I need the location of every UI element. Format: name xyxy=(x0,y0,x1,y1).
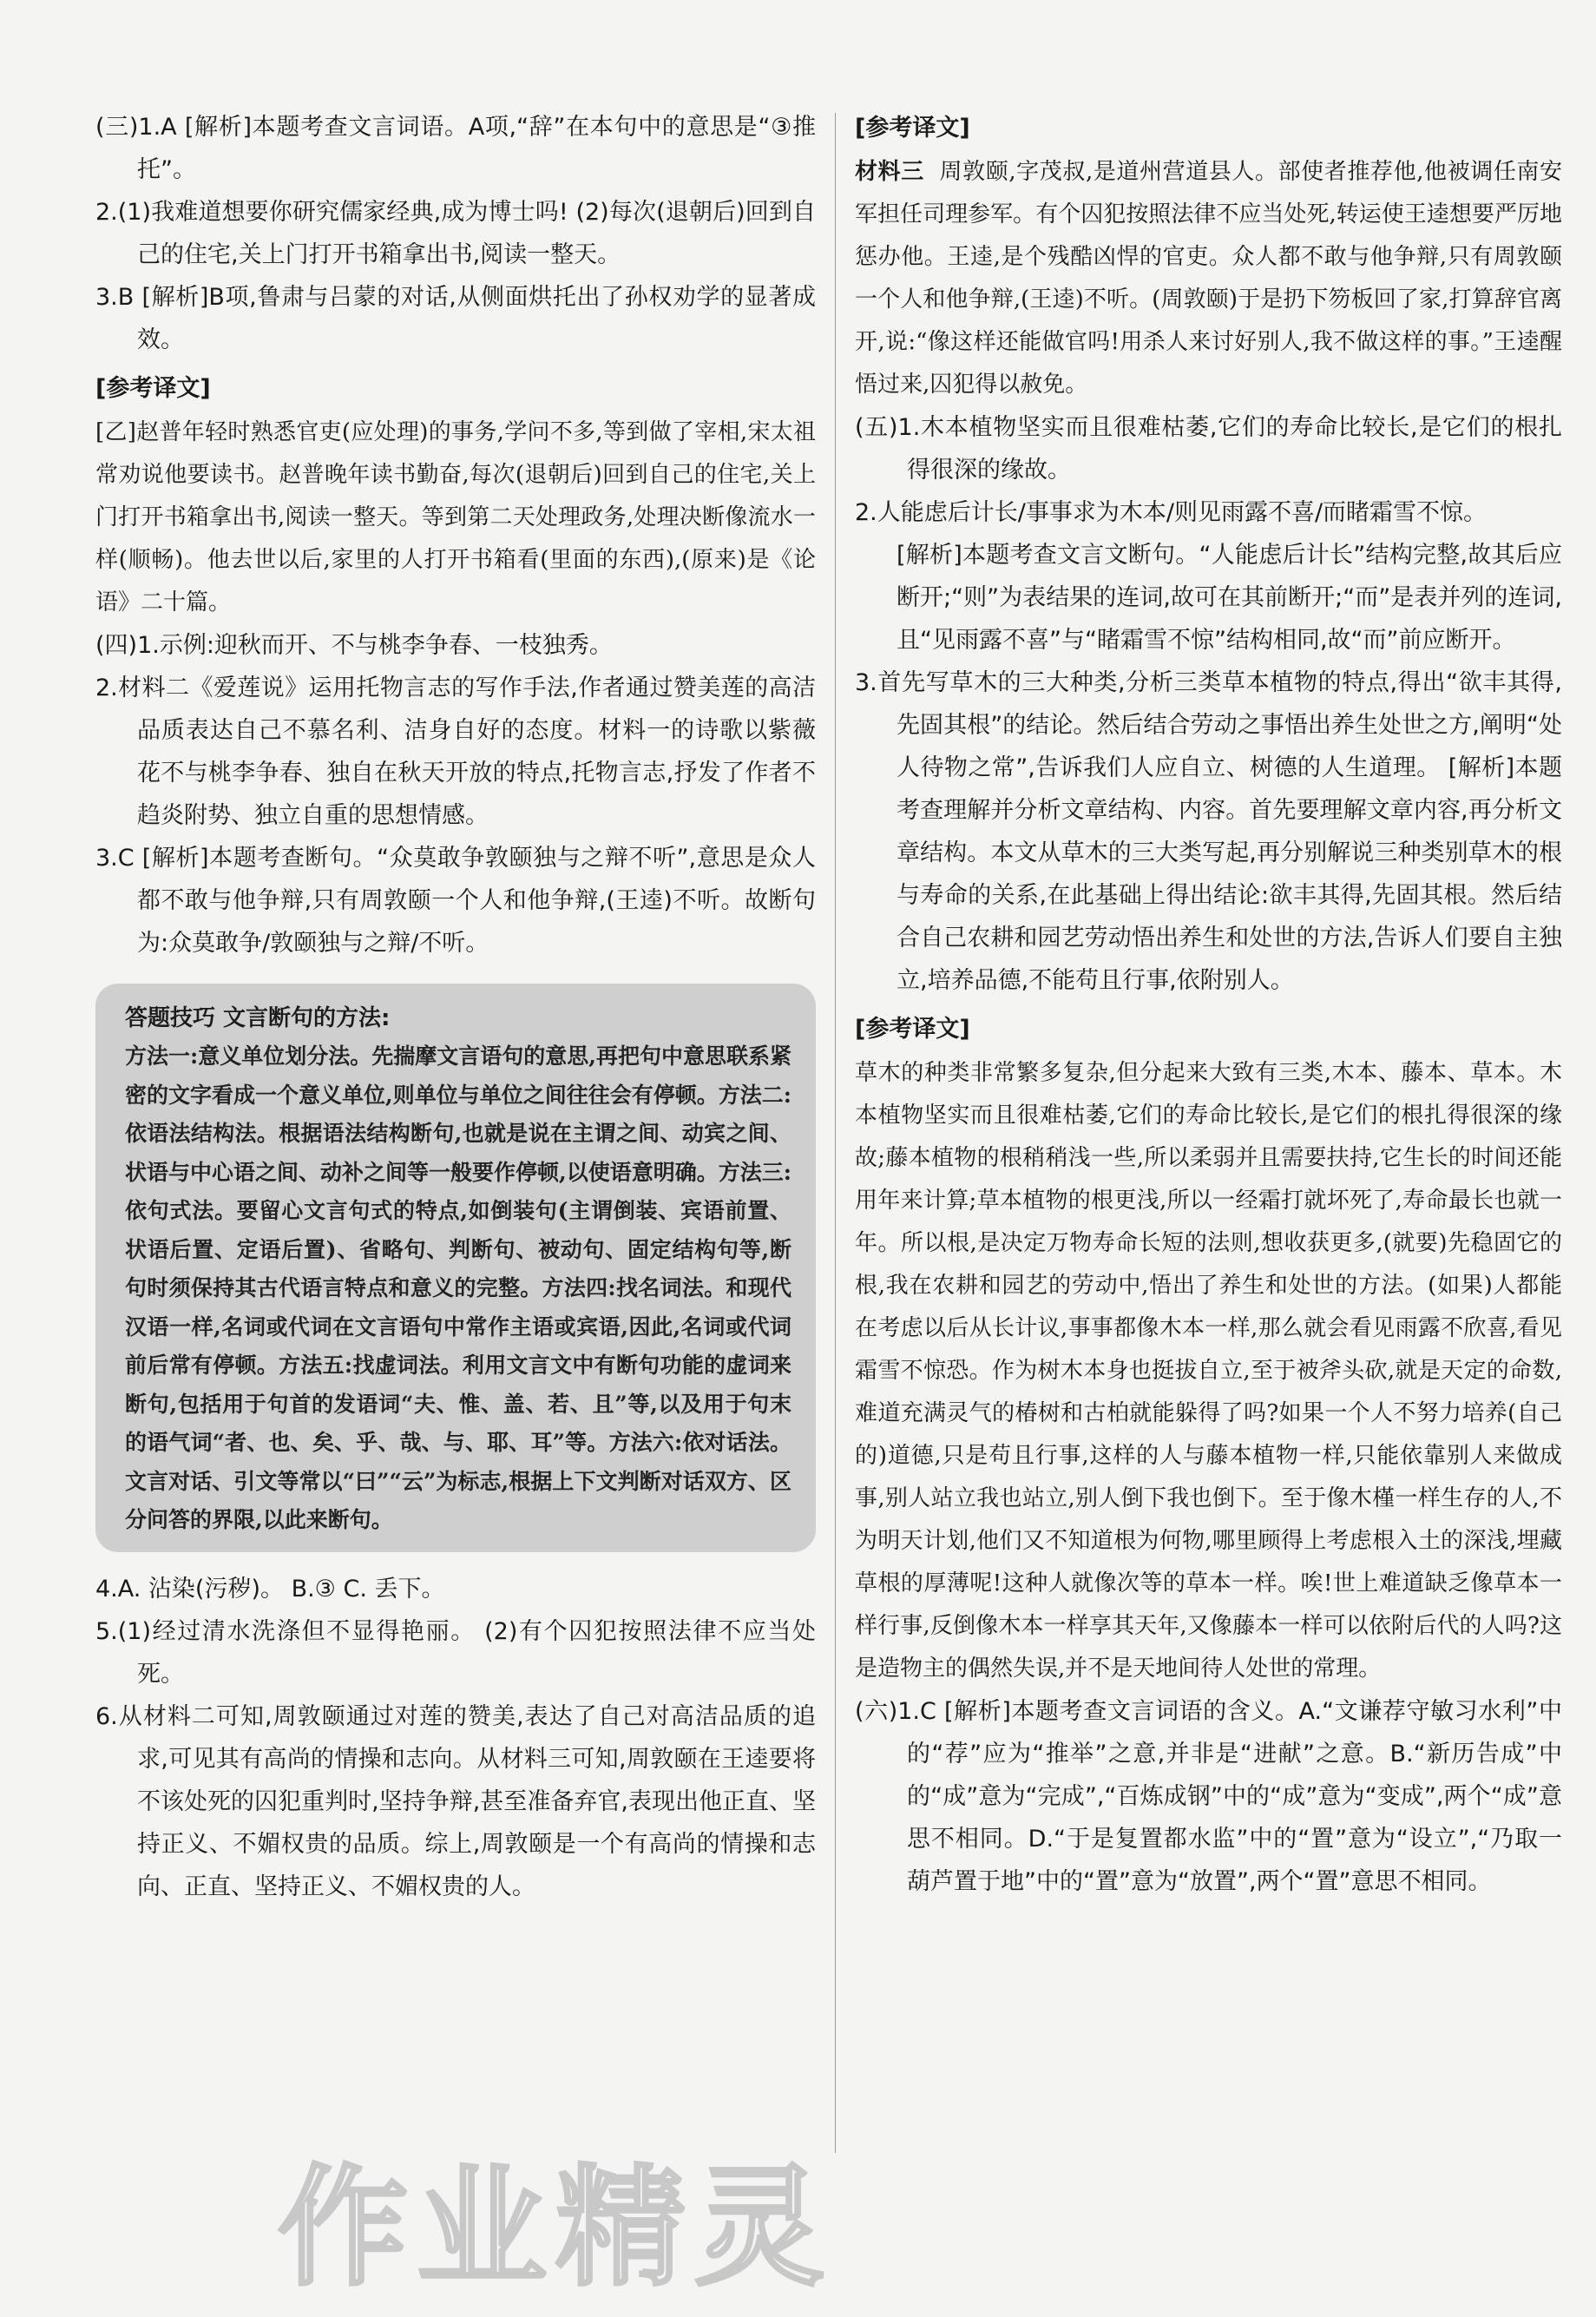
answer-5-3: 3.首先写草木的三大种类,分析三类草本植物的特点,得出“欲丰其得,先固其根”的结论。然后结合劳动之事悟出养生处世之方,阐明“处人待物之常”,告诉我们人应自立、树德的人生道理。 [解析]本题考查理解并分析文章结构、内容。首先要理解文章内容,再分析文章结构。本文从草木的三大类写起,再分别解说三种类别草木的根与寿命的关系,在此基础上得出结论:欲丰其得,先固其根。然后结合自己农耕和园艺劳动悟出养生和处世的方法,告诉人们要自主独立,培养品德,不能苟且行事,依附别人。 xyxy=(855,669,1562,994)
answer-4-1: (四)1.示例:迎秋而开、不与桃李争春、一枝独秀。 xyxy=(95,632,613,659)
material-label: 材料三 xyxy=(855,159,924,185)
left-column xyxy=(95,106,816,1908)
reference-translation-text-3: 草木的种类非常繁多复杂,但分起来大致有三类,木本、藤本、草本。木本植物坚实而且很难枯萎,它们的寿命比较长,是它们的根扎得很深的缘故;藤本植物的根稍稍浅一些,所以柔弱并且需要扶持,它生长的时间还能用年来计算;草本植物的根更浅,所以一经霜打就坏死了,寿命最长也就一年。所以根,是决定万物寿命长短的法则,想收获更多,(就要)先稳固它的根,我在农耕和园艺的劳动中,悟出了养生和处世的方法。(如果)人都能在考虑以后从长计议,事事都像木本一样,那么就会看见雨露不欣喜,看见霜雪不惊恐。作为树木本身也挺拔自立,至于被斧头砍,就是天定的命数,难道充满灵气的椿树和古柏就能躲得了吗?如果一个人不努力培养(自己的)道德,只是苟且行事,这样的人与藤本植物一样,只能依靠别人来做成事,别人站立我也站立,别人倒下我也倒下。至于像木槿一样生存的人,不为明天计划,他们又不知道根为何物,哪里顾得上考虑根入土的深浅,埋藏草根的厚薄呢!这种人就像次等的草本一样。唉!世上难道缺乏像草本一样行事,反倒像木本一样享其天年,又像藤本一样可以依附后代的人吗?这是造物主的偶然失误,并不是天地间待人处世的常理。 xyxy=(855,1060,1562,1682)
answer-5-2: 2.人能虑后计长/事事求为木本/则见雨露不喜/而睹霜雪不惊。 xyxy=(855,499,1488,526)
right-column xyxy=(855,106,1562,1903)
answer-4-5: 5.(1)经过清水洗涤但不显得艳丽。 (2)有个囚犯按照法律不应当处死。 xyxy=(95,1617,816,1688)
answer-4-6: 6.从材料二可知,周敦颐通过对莲的赞美,表达了自己对高洁品质的追求,可见其有高尚的情操和志向。从材料三可知,周敦颐在王逵要将不该处死的囚犯重判时,坚持争辩,甚至准备弃官,表现出他正直、坚持正义、不媚权贵的品质。综上,周敦颐是一个有高尚的情操和志向、正直、坚持正义、不媚权贵的人。 xyxy=(95,1702,816,1900)
answer-tips-box xyxy=(95,984,816,1552)
reference-translation-heading-2: [参考译文] xyxy=(855,115,970,142)
answer-6-1: (六)1.C [解析]本题考查文言词语的含义。A.“文谦荐守敏习水利”中的“荐”应为“推举”之意,并非是“进献”之意。B.“新历告成”中的“成”意为“完成”,“百炼成钢”中的“成”意为“变成”,两个“成”意思不相同。D.“于是复置都水监”中的“置”意为“设立”,“乃取一葫芦置于地”中的“置”意为“放置”,两个“置”意思不相同。 xyxy=(855,1698,1562,1895)
answer-3-3: 3.B [解析]B项,鲁肃与吕蒙的对话,从侧面烘托出了孙权劝学的显著成效。 xyxy=(95,284,816,353)
tips-body: 方法一:意义单位划分法。先揣摩文言语句的意思,再把句中意思联系紧密的文字看成一个意义单位,则单位与单位之间往往会有停顿。方法二:依语法结构法。根据语法结构断句,也就是说在主谓之间、动宾之间、状语与中心语之间、动补之间等一般要作停顿,以使语意明确。方法三:依句式法。要留心文言句式的特点,如倒装句(主谓倒装、宾语前置、状语后置、定语后置)、省略句、判断句、被动句、固定结构句等,断句时须保持其古代语言特点和意义的完整。方法四:找名词法。和现代汉语一样,名词或代词在文言语句中常作主语或宾语,因此,名词或代词前后常有停顿。方法五:找虚词法。利用文言文中有断句功能的虚词来断句,包括用于句首的发语词“夫、惟、盖、若、且”等,以及用于句末的语气词“者、也、矣、乎、哉、与、耶、耳”等。方法六:依对话法。文言对话、引文等常以“曰”“云”为标志,根据上下文判断对话双方、区分问答的界限,以此来断句。 xyxy=(125,1043,791,1532)
tips-title: 答题技巧 文言断句的方法: xyxy=(125,1005,391,1031)
reference-translation-text: [乙]赵普年轻时熟悉官吏(应处理)的事务,学问不多,等到做了宰相,宋太祖常劝说他要读书。赵普晚年读书勤奋,每次(退朝后)回到自己的住宅,关上门打开书箱拿出书,阅读一整天。等到第二天处理政务,处理决断像流水一样(顺畅)。他去世以后,家里的人打开书箱看(里面的东西),(原来)是《论语》二十篇。 xyxy=(95,419,816,615)
column-divider xyxy=(835,113,836,2153)
answer-3-2: 2.(1)我难道想要你研究儒家经典,成为博士吗! (2)每次(退朝后)回到自己的住宅,关上门打开书箱拿出书,阅读一整天。 xyxy=(95,199,816,268)
answer-5-2-analysis: [解析]本题考查文言文断句。“人能虑后计长”结构完整,故其后应断开;“则”为表结果的连词,故可在其前断开;“而”是表并列的连词,且“见雨露不喜”与“睹霜雪不惊”结构相同,故“而”前应断开。 xyxy=(897,542,1562,654)
watermark-logo: 作业精灵 xyxy=(278,2153,834,2304)
answer-4-2: 2.材料二《爱莲说》运用托物言志的写作手法,作者通过赞美莲的高洁品质表达自己不慕名利、洁身自好的态度。材料一的诗歌以紫薇花不与桃李争春、独自在秋天开放的特点,托物言志,抒发了作者不趋炎附势、独立自重的思想情感。 xyxy=(95,675,816,829)
material-3-translation: 周敦颐,字茂叔,是道州营道县人。部使者推荐他,他被调任南安军担任司理参军。有个囚犯按照法律不应当处死,转运使王逵想要严厉地惩办他。王逵,是个残酷凶悍的官吏。众人都不敢与他争辩,只有周敦颐一个人和他争辩,(王逵)不听。(周敦颐)于是扔下笏板回了家,打算辞官离开,说:“像这样还能做官吗!用杀人来讨好别人,我不做这样的事。”王逵醒悟过来,囚犯得以赦免。 xyxy=(855,159,1563,398)
reference-translation-heading-3: [参考译文] xyxy=(855,1016,970,1043)
answer-4-3: 3.C [解析]本题考查断句。“众莫敢争敦颐独与之辩不听”,意思是众人都不敢与他争辩,只有周敦颐一个人和他争辩,(王逵)不听。故断句为:众莫敢争/敦颐独与之辩/不听。 xyxy=(95,845,816,957)
answer-5-1: (五)1.木本植物坚实而且很难枯萎,它们的寿命比较长,是它们的根扎得很深的缘故。 xyxy=(855,414,1562,484)
answer-4-4: 4.A. 沾染(污秽)。 B.③ C. 丢下。 xyxy=(95,1575,445,1603)
answer-3-1: (三)1.A [解析]本题考查文言词语。A项,“辞”在本句中的意思是“③推托”。 xyxy=(95,114,816,183)
reference-translation-heading: [参考译文] xyxy=(95,375,211,402)
